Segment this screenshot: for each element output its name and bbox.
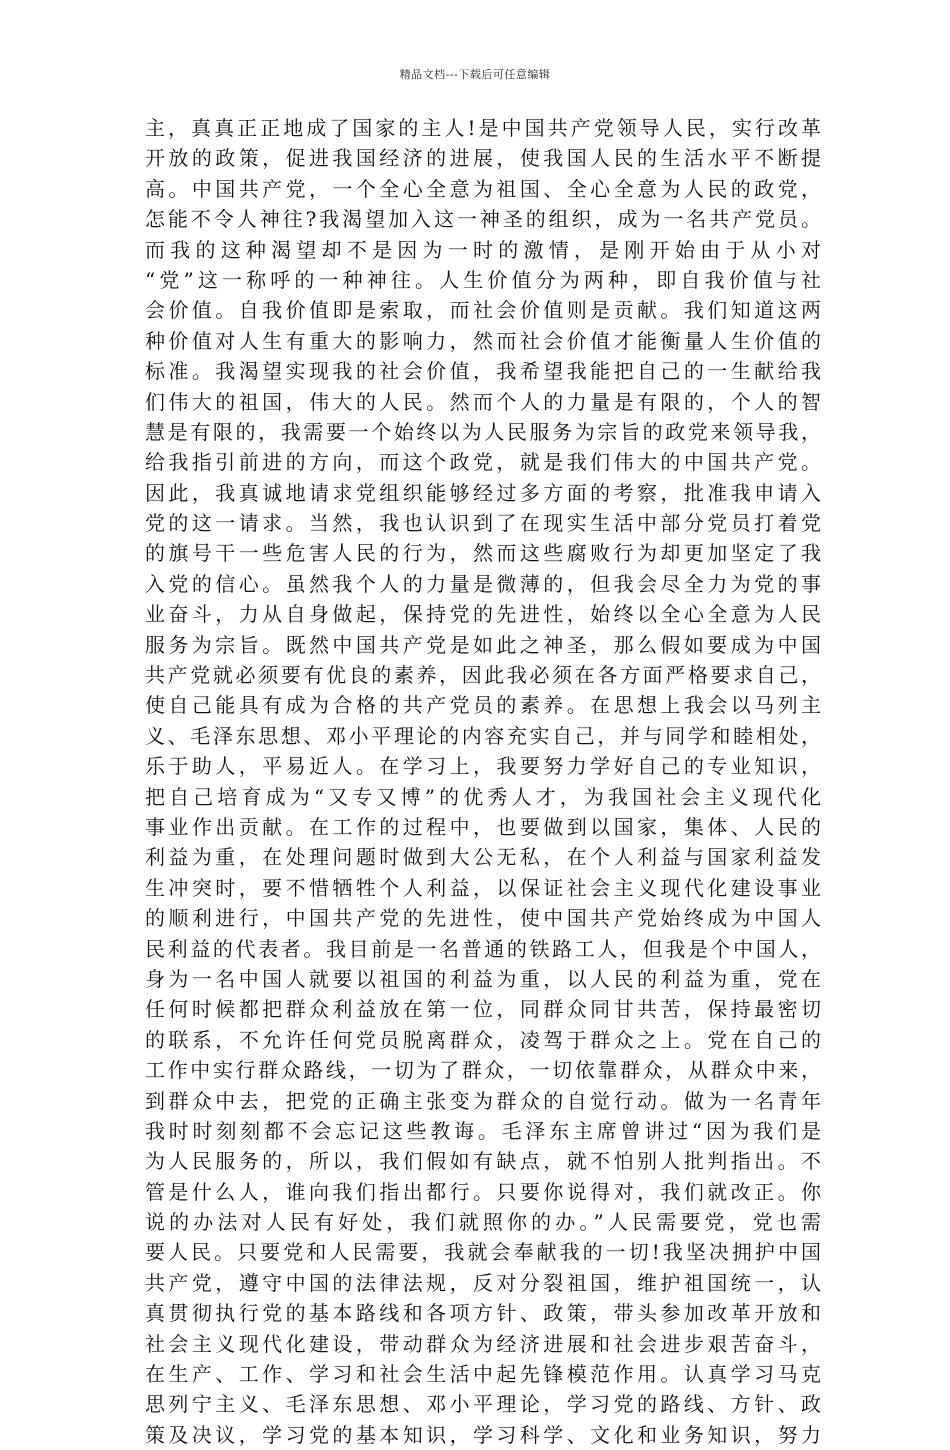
text-line: 把自己培育成为“又专又博”的优秀人才，为我国社会主义现代化 (145, 784, 821, 809)
text-line: 给我指引前进的方向，而这个政党，就是我们伟大的中国共产党。 (145, 450, 821, 475)
text-line: “党”这一称呼的一种神往。人生价值分为两种，即自我价值与社 (145, 267, 821, 292)
text-line: 管是什么人，谁向我们指出都行。只要你说得对，我们就改正。你 (145, 1179, 821, 1204)
document-body (145, 113, 821, 1450)
text-line: 共产党就必须要有优良的素养，因此我必须在各方面严格要求自己， (145, 663, 821, 688)
text-line: 开放的政策，促进我国经济的进展，使我国人民的生活水平不断提 (145, 146, 821, 171)
text-line: 会价值。自我价值即是索取，而社会价值则是贡献。我们知道这两 (145, 298, 821, 323)
text-line: 策及决议，学习党的基本知识，学习科学、文化和业务知识，努力 (145, 1422, 821, 1447)
text-line: 到群众中去，把党的正确主张变为群众的自觉行动。做为一名青年 (145, 1088, 821, 1113)
text-line: 入党的信心。虽然我个人的力量是微薄的，但我会尽全力为党的事 (145, 571, 821, 596)
text-line: 种价值对人生有重大的影响力，然而社会价值才能衡量人生价值的 (145, 328, 821, 353)
text-line: 在生产、工作、学习和社会生活中起先锋模范作用。认真学习马克 (145, 1362, 821, 1387)
text-line: 民利益的代表者。我目前是一名普通的铁路工人，但我是个中国人， (145, 936, 821, 961)
text-line: 思列宁主义、毛泽东思想、邓小平理论，学习党的路线、方针、政 (145, 1392, 821, 1417)
text-line: 使自己能具有成为合格的共产党员的素养。在思想上我会以马列主 (145, 693, 821, 718)
text-line: 而我的这种渴望却不是因为一时的激情，是刚开始由于从小对 (145, 237, 821, 262)
text-line: 标准。我渴望实现我的社会价值，我希望我能把自己的一生献给我 (145, 359, 821, 384)
text-line: 真贯彻执行党的基本路线和各项方针、政策，带头参加改革开放和 (145, 1301, 821, 1326)
text-line: 说的办法对人民有好处，我们就照你的办。”人民需要党，党也需 (145, 1210, 821, 1235)
text-line: 的旗号干一些危害人民的行为，然而这些腐败行为却更加坚定了我 (145, 541, 821, 566)
text-line: 社会主义现代化建设，带动群众为经济进展和社会进步艰苦奋斗， (145, 1331, 821, 1356)
text-line: 党的这一请求。当然，我也认识到了在现实生活中部分党员打着党 (145, 511, 821, 536)
text-line: 生冲突时，要不惜牺牲个人利益，以保证社会主义现代化建设事业 (145, 875, 821, 900)
text-line: 的顺利进行，中国共产党的先进性，使中国共产党始终成为中国人 (145, 906, 821, 931)
text-line: 共产党，遵守中国的法律法规，反对分裂祖国，维护祖国统一，认 (145, 1270, 821, 1295)
text-line: 的联系，不允许任何党员脱离群众，凌驾于群众之上。党在自己的 (145, 1027, 821, 1052)
text-line: 任何时候都把群众利益放在第一位，同群众同甘共苦，保持最密切 (145, 997, 821, 1022)
text-line: 乐于助人，平易近人。在学习上，我要努力学好自己的专业知识， (145, 754, 821, 779)
text-line: 服务为宗旨。既然中国共产党是如此之神圣，那么假如要成为中国 (145, 632, 821, 657)
text-line: 为人民服务的，所以，我们假如有缺点，就不怕别人批判指出。不 (145, 1149, 821, 1174)
text-line: 业奋斗，力从自身做起，保持党的先进性，始终以全心全意为人民 (145, 602, 821, 627)
text-line: 利益为重，在处理问题时做到大公无私，在个人利益与国家利益发 (145, 845, 821, 870)
text-line: 因此，我真诚地请求党组织能够经过多方面的考察，批准我申请入 (145, 480, 821, 505)
text-line: 们伟大的祖国，伟大的人民。然而个人的力量是有限的，个人的智 (145, 389, 821, 414)
text-line: 义、毛泽东思想、邓小平理论的内容充实自己，并与同学和睦相处， (145, 723, 821, 748)
text-line: 慧是有限的，我需要一个始终以为人民服务为宗旨的政党来领导我， (145, 419, 821, 444)
text-line: 我时时刻刻都不会忘记这些教诲。毛泽东主席曾讲过“因为我们是 (145, 1118, 821, 1143)
text-line: 高。中国共产党，一个全心全意为祖国、全心全意为人民的政党， (145, 176, 821, 201)
text-line: 要人民。只要党和人民需要，我就会奉献我的一切!我坚决拥护中国 (145, 1240, 821, 1265)
text-line: 怎能不令人神往?我渴望加入这一神圣的组织，成为一名共产党员。 (145, 207, 821, 232)
text-line: 事业作出贡献。在工作的过程中，也要做到以国家，集体、人民的 (145, 814, 821, 839)
text-line: 主，真真正正地成了国家的主人!是中国共产党领导人民，实行改革 (145, 116, 821, 140)
page-header: 精品文档---下载后可任意编辑 (399, 68, 551, 81)
text-line: 工作中实行群众路线，一切为了群众，一切依靠群众，从群众中来， (145, 1058, 821, 1083)
text-line: 身为一名中国人就要以祖国的利益为重，以人民的利益为重，党在 (145, 966, 821, 991)
